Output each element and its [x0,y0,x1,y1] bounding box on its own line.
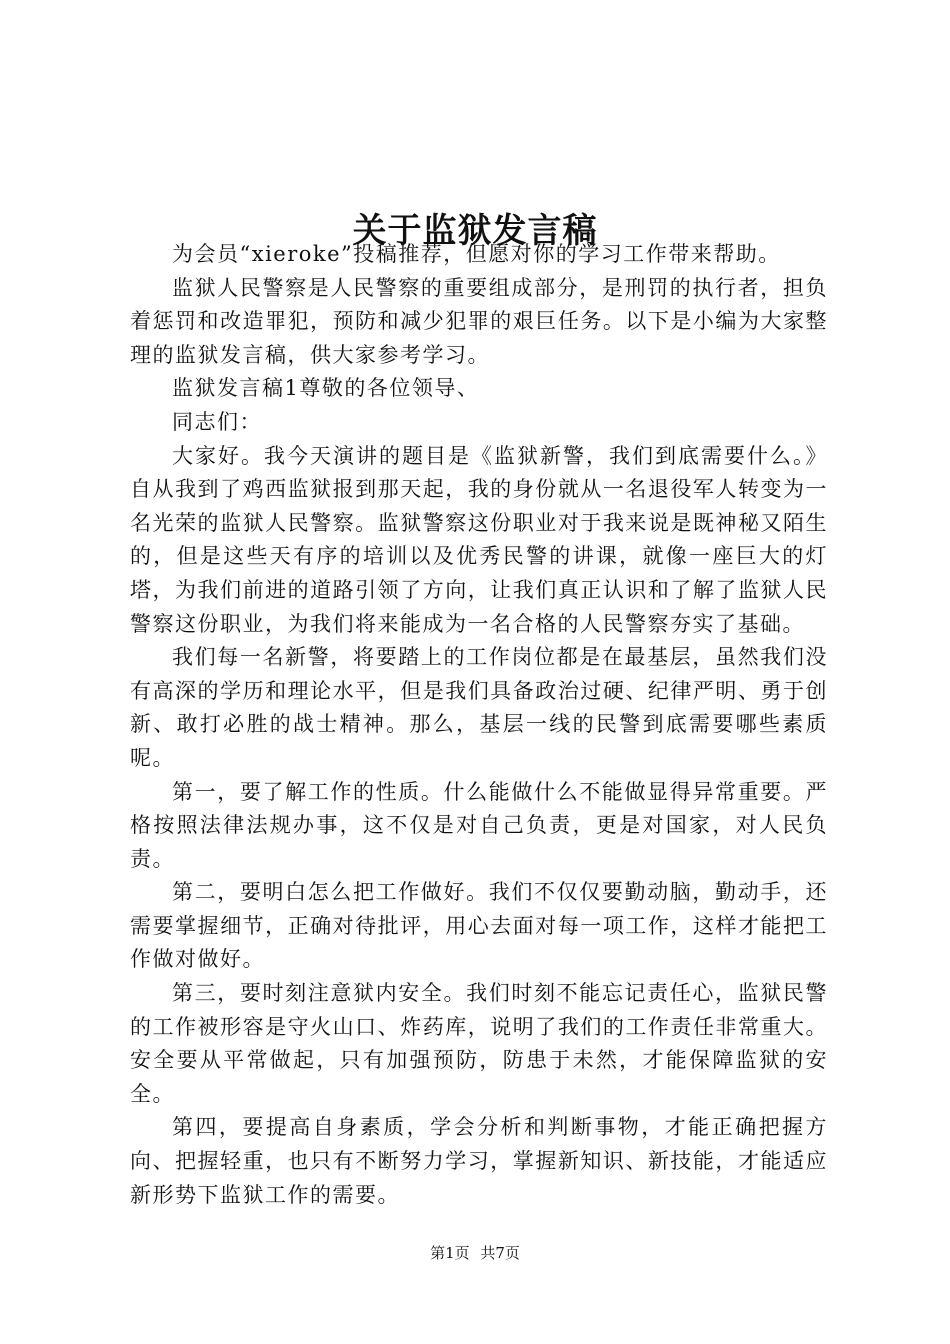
paragraph-first-point: 第一，要了解工作的性质。什么能做什么不能做显得异常重要。严格按照法律法规办事，这不仅是对自己负责，更是对国家，对人民负责。 [130,779,828,871]
page-number: 第1页 [430,1244,470,1262]
document-body [130,238,828,1212]
paragraph-third-point: 第三，要时刻注意狱内安全。我们时刻不能忘记责任心，监狱民警的工作被形容是守火山口、炸药库，说明了我们的工作责任非常重大。安全要从平常做起，只有加强预防，防患于未然，才能保障监狱的安全。 [130,981,828,1106]
document-title: 关于监狱发言稿 [352,210,598,251]
page-total: 共7页 [480,1244,520,1262]
paragraph-opening: 大家好。我今天演讲的题目是《监狱新警，我们到底需要什么。》自从我到了鸡西监狱报到那天起，我的身份就从一名退役军人转变为一名光荣的监狱人民警察。监狱警察这份职业对于我来说是既神秘又陌生的，但是这些天有序的培训以及优秀民警的讲课，就像一座巨大的灯塔，为我们前进的道路引领了方向，让我们真正认识和了解了监狱人民警察这份职业，为我们将来能成为一名合格的人民警察夯实了基础。 [130,443,828,636]
paragraph-salutation: 同志们： [172,409,262,434]
paragraph-summary: 监狱人民警察是人民警察的重要组成部分，是刑罚的执行者，担负着惩罚和改造罪犯，预防和减少犯罪的艰巨任务。以下是小编为大家整理的监狱发言稿，供大家参考学习。 [130,275,828,367]
paragraph-speech-heading: 监狱发言稿1尊敬的各位领导、 [172,376,480,401]
paragraph-fourth-point: 第四，要提高自身素质，学会分析和判断事物，才能正确把握方向、把握轻重，也只有不断努力学习，掌握新知识、新技能，才能适应新形势下监狱工作的需要。 [130,1115,828,1207]
paragraph-second-point: 第二，要明白怎么把工作做好。我们不仅仅要勤动脑，勤动手，还需要掌握细节，正确对待批评，用心去面对每一项工作，这样才能把工作做对做好。 [130,880,828,972]
paragraph-new-police: 我们每一名新警，将要踏上的工作岗位都是在最基层，虽然我们没有高深的学历和理论水平，但是我们具备政治过硬、纪律严明、勇于创新、敢打必胜的战士精神。那么，基层一线的民警到底需要哪些素质呢。 [130,645,828,770]
page-footer [0,1243,950,1263]
paragraph-intro: 为会员“xieroke”投稿推荐，但愿对你的学习工作带来帮助。 [172,242,781,266]
